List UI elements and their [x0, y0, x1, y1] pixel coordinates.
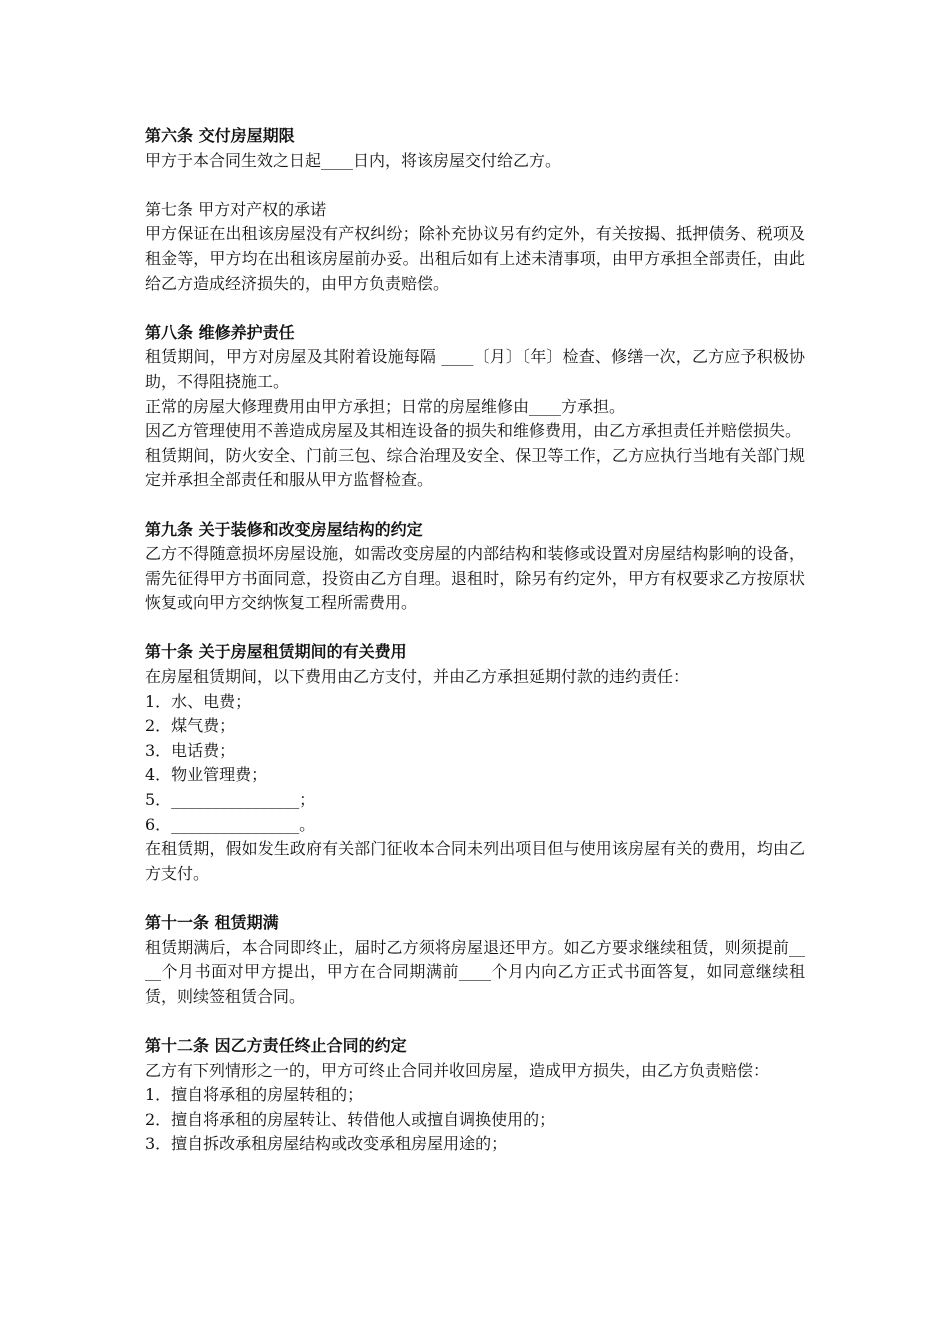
contract-page — [145, 124, 805, 1182]
section-heading: 第十一条 租赁期满 — [145, 913, 279, 932]
list-item: 6．________________。 — [145, 814, 316, 834]
section-6-delivery-period — [145, 124, 805, 173]
section-paragraph: 因乙方管理使用不善造成房屋及其相连设备的损失和维修费用，由乙方承担责任并赔偿损失。 — [145, 421, 802, 441]
list-item: 1．擅自将承租的房屋转租的； — [145, 1085, 364, 1105]
section-heading: 第十二条 因乙方责任终止合同的约定 — [145, 1035, 407, 1055]
section-9-renovation — [145, 518, 805, 616]
section-paragraph: 甲方于本合同生效之日起____日内，将该房屋交付给乙方。 — [145, 150, 562, 170]
section-paragraph: 在租赁期，假如发生政府有关部门征收本合同未列出项目但与使用该房屋有关的费用，均由乙方支付。 — [145, 839, 805, 883]
list-item: 3．擅自拆改承租房屋结构或改变承租房屋用途的； — [145, 1134, 508, 1154]
section-paragraph: 租赁期满后，本合同即终止，届时乙方须将房屋退还甲方。如乙方要求继续租赁，则须提前____个月书面对甲方提出，甲方在合同期满前____个月内向乙方正式书面答复，如同意继续租赁，则续签租赁合同。 — [145, 937, 805, 1006]
section-heading: 第七条 甲方对产权的承诺 — [145, 199, 327, 219]
section-heading: 第六条 交付房屋期限 — [145, 126, 295, 145]
list-item: 2．擅自将承租的房屋转让、转借他人或擅自调换使用的； — [145, 1109, 556, 1129]
section-paragraph: 租赁期间，甲方对房屋及其附着设施每隔 ____〔月〕〔年〕检查、修缮一次，乙方应予积极协助，不得阻挠施工。 — [145, 347, 805, 391]
section-paragraph: 在房屋租赁期间，以下费用由乙方支付，并由乙方承担延期付款的违约责任： — [145, 667, 690, 687]
section-paragraph: 乙方不得随意损坏房屋设施，如需改变房屋的内部结构和装修或设置对房屋结构影响的设备，需先征得甲方书面同意，投资由乙方自理。退租时，除另有约定外，甲方有权要求乙方按原状恢复或向甲方交纳恢复工程所需费用。 — [145, 544, 805, 613]
section-12-termination — [145, 1034, 805, 1157]
section-7-property-rights — [145, 198, 805, 296]
section-10-fees — [145, 640, 805, 886]
list-item: 3．电话费； — [145, 740, 236, 760]
section-paragraph: 租赁期间，防火安全、门前三包、综合治理及安全、保卫等工作，乙方应执行当地有关部门规定并承担全部责任和服从甲方监督检查。 — [145, 445, 805, 490]
section-heading: 第十条 关于房屋租赁期间的有关费用 — [145, 642, 407, 662]
list-item: 2．煤气费； — [145, 716, 236, 736]
section-8-maintenance — [145, 321, 805, 493]
section-paragraph: 甲方保证在出租该房屋没有产权纠纷；除补充协议另有约定外，有关按揭、抵押债务、税项及租金等，甲方均在出租该房屋前办妥。出租后如有上述未清事项，由甲方承担全部责任，由此给乙方造成经济损失的，由甲方负责赔偿。 — [145, 224, 805, 293]
section-heading: 第八条 维修养护责任 — [145, 322, 295, 342]
section-heading: 第九条 关于装修和改变房屋结构的约定 — [145, 519, 423, 539]
section-paragraph: 乙方有下列情形之一的，甲方可终止合同并收回房屋，造成甲方损失，由乙方负责赔偿： — [145, 1060, 770, 1080]
section-paragraph: 正常的房屋大修理费用由甲方承担；日常的房屋维修由____方承担。 — [145, 396, 626, 416]
list-item: 4．物业管理费； — [145, 765, 268, 785]
list-item: 1．水、电费； — [145, 691, 252, 711]
section-11-lease-expiry — [145, 911, 805, 1009]
list-item: 5．________________； — [145, 790, 316, 810]
